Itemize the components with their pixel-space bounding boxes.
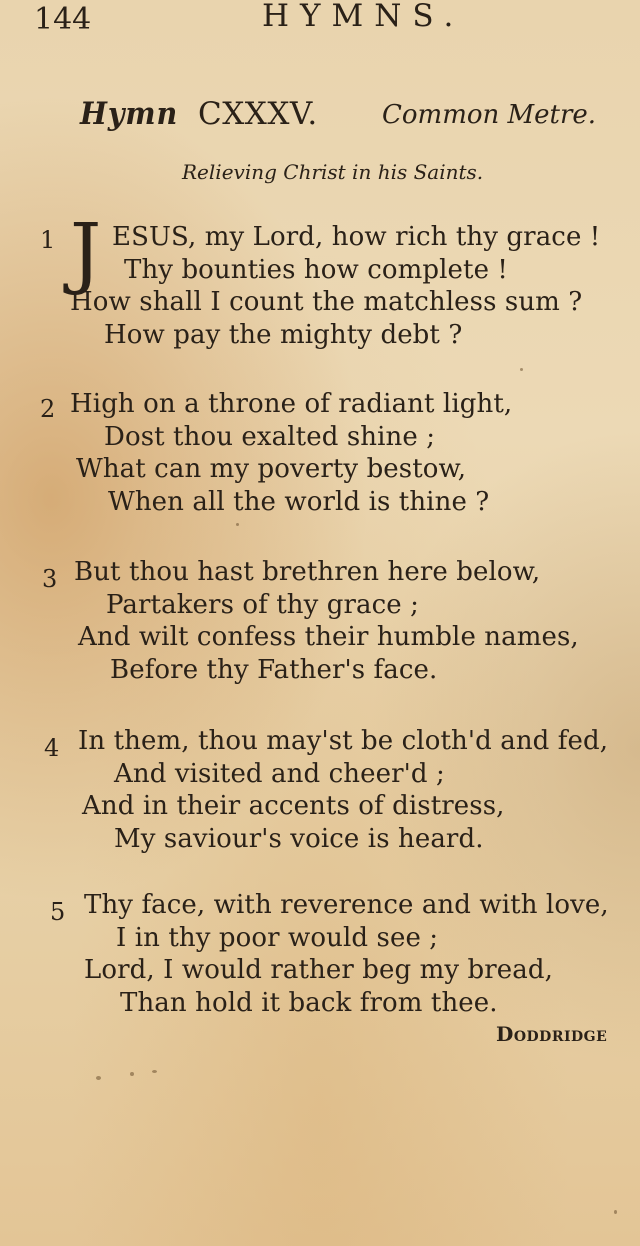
stanza-number: 3 (42, 565, 58, 593)
stanza-line: Before thy Father's face. (110, 655, 438, 685)
stanza-line: And in their accents of distress, (82, 791, 505, 821)
stanza-line: Lord, I would rather beg my bread, (84, 955, 553, 985)
stanza-number: 4 (44, 734, 60, 762)
paper-speck (614, 1210, 617, 1214)
hymn-number: CXXXV. (198, 96, 318, 132)
stanza-line: And wilt confess their humble names, (78, 622, 579, 652)
hymn-label: Hymn (80, 96, 179, 132)
stanza-line: But thou hast brethren here below, (74, 557, 541, 587)
stanza-line: In them, thou may'st be cloth'd and fed, (78, 726, 609, 756)
stanza-line: Dost thou exalted shine ; (104, 422, 436, 452)
paper-speck (520, 368, 523, 371)
hymn-metre: Common Metre. (382, 100, 597, 130)
paper-speck (236, 523, 239, 526)
stanza-number: 1 (40, 226, 56, 254)
stanza-line: How shall I count the matchless sum ? (70, 287, 583, 317)
paper-speck (96, 1076, 101, 1080)
stanza-line: I in thy poor would see ; (116, 923, 439, 953)
stanza-line: What can my poverty bestow, (76, 454, 467, 484)
stanza-line: ESUS, my Lord, how rich thy grace ! (112, 222, 601, 252)
stanza-line: When all the world is thine ? (108, 487, 490, 517)
stanza-line: Thy bounties how complete ! (124, 255, 508, 285)
stanza-line: Partakers of thy grace ; (106, 590, 420, 620)
page-number: 144 (34, 2, 92, 37)
stanza-line: High on a throne of radiant light, (70, 389, 513, 419)
stanza-number: 2 (40, 395, 56, 423)
paper-speck (130, 1072, 134, 1076)
stanza-line: And visited and cheer'd ; (114, 759, 445, 789)
stanza-line: Thy face, with reverence and with love, (84, 890, 609, 920)
attribution: Doddridge (496, 1022, 608, 1046)
stanza-line: My saviour's voice is heard. (114, 824, 484, 854)
drop-cap: J (70, 208, 102, 298)
stanza-line: Than hold it back from thee. (120, 988, 498, 1018)
hymn-subtitle: Relieving Christ in his Saints. (182, 160, 484, 184)
running-head: HYMNS. (262, 0, 465, 34)
stanza-number: 5 (50, 898, 66, 926)
paper-speck (152, 1070, 157, 1073)
stanza-line: How pay the mighty debt ? (104, 320, 463, 350)
